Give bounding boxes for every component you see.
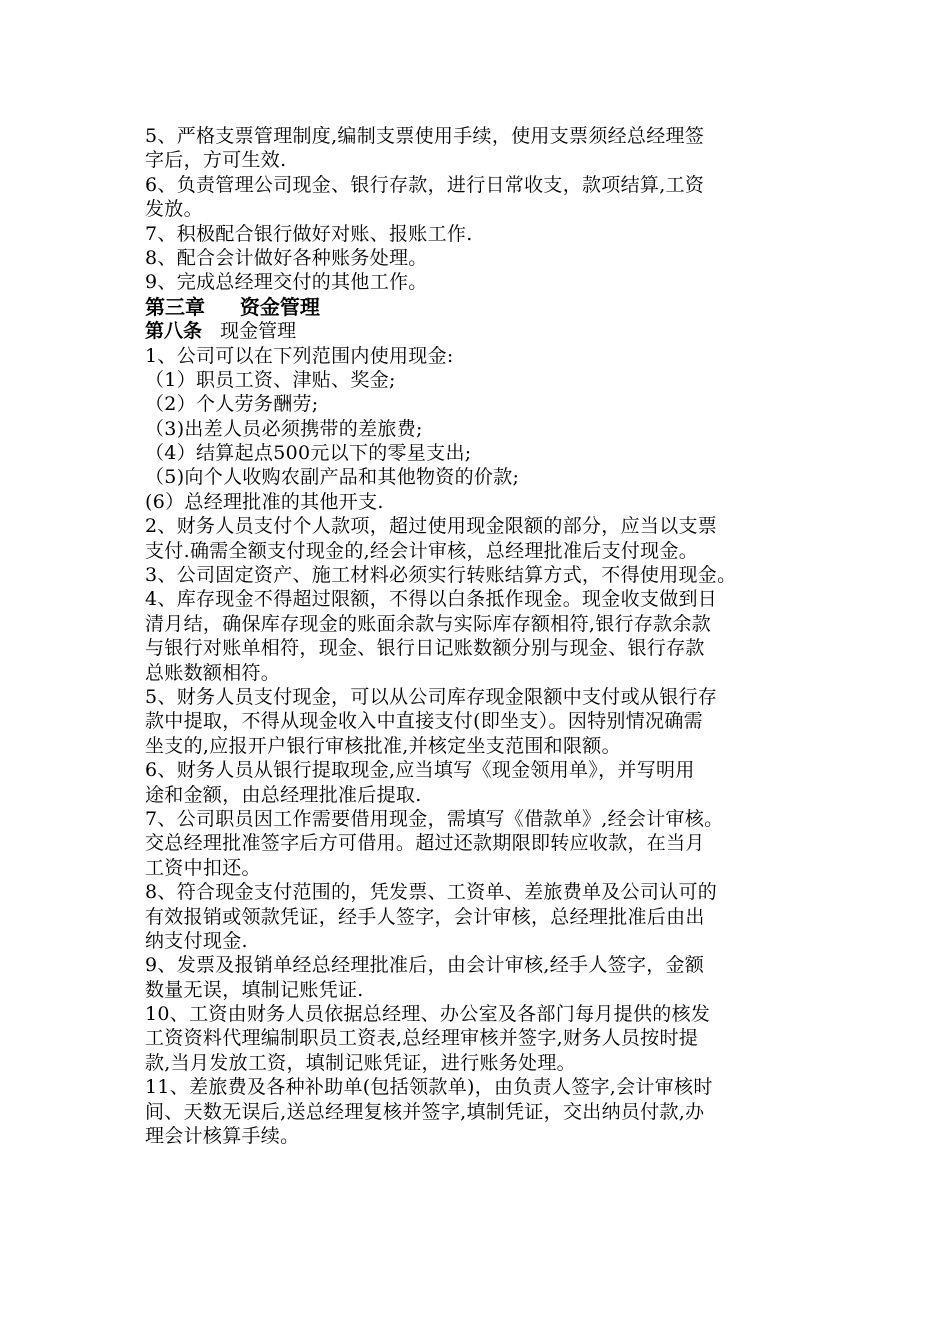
text-line: 与银行对账单相符，现金、银行日记账数额分别与现金、银行存款 bbox=[145, 637, 705, 660]
text-line: 工资资料代理编制职员工资表,总经理审核并签字,财务人员按时提 bbox=[145, 1027, 699, 1050]
text-line: 支付.确需全额支付现金的,经会计审核，总经理批准后支付现金。 bbox=[145, 539, 699, 562]
text-line: 11、差旅费及各种补助单(包括领款单)，由负责人签字,会计审核时 bbox=[145, 1076, 713, 1099]
article-title: 现金管理 bbox=[220, 320, 297, 343]
text-line: (6）总经理批准的其他开支. bbox=[145, 490, 384, 513]
text-line: 5、严格支票管理制度,编制支票使用手续，使用支票须经总经理签 bbox=[145, 125, 705, 147]
text-line: 款,当月发放工资，填制记账凭证，进行账务处理。 bbox=[145, 1051, 576, 1074]
text-line: 总账数额相符。 bbox=[145, 661, 281, 684]
text-line: 交总经理批准签字后方可借用。超过还款期限即转应收款，在当月 bbox=[145, 832, 705, 855]
text-line: 9、发票及报销单经总经理批准后，由会计审核,经手人签字，金额 bbox=[145, 954, 705, 977]
text-line: 5、财务人员支付现金，可以从公司库存现金限额中支付或从银行存 bbox=[145, 685, 718, 708]
text-line: 10、工资由财务人员依据总经理、办公室及各部门每月提供的核发 bbox=[145, 1003, 711, 1026]
document-body bbox=[145, 124, 820, 1148]
text-line: 有效报销或领款凭证，经手人签字，会计审核，总经理批准后由出 bbox=[145, 905, 705, 928]
text-line: 数量无误，填制记账凭证. bbox=[145, 978, 364, 1001]
text-line: 7、积极配合银行做好对账、报账工作. bbox=[145, 222, 473, 245]
text-line: 理会计核算手续。 bbox=[145, 1125, 300, 1148]
chapter-number: 第三章 bbox=[145, 294, 205, 319]
article-number: 第八条 bbox=[145, 320, 203, 343]
text-line: 3、公司固定资产、施工材料必须实行转账结算方式，不得使用现金。 bbox=[145, 564, 737, 587]
text-line: 6、负责管理公司现金、银行存款，进行日常收支，款项结算,工资 bbox=[145, 173, 705, 196]
text-line: 款中提取，不得从现金收入中直接支付(即坐支）。因特别情况确需 bbox=[145, 710, 703, 733]
text-line: 纳支付现金. bbox=[145, 929, 248, 952]
text-line: 6、财务人员从银行提取现金,应当填写《现金领用单》，并写明用 bbox=[145, 759, 695, 782]
text-line: 发放。 bbox=[145, 198, 203, 221]
duties-list bbox=[145, 124, 820, 295]
chapter-title: 资金管理 bbox=[239, 294, 320, 319]
text-line: （1）职员工资、津贴、奖金; bbox=[145, 368, 396, 391]
text-line: 8、符合现金支付范围的，凭发票、工资单、差旅费单及公司认可的 bbox=[145, 881, 718, 904]
text-line: 7、公司职员因工作需要借用现金，需填写《借款单》,经会计审核。 bbox=[145, 807, 724, 830]
text-line: （5)向个人收购农副产品和其他物资的价款; bbox=[145, 466, 520, 489]
text-line: 2、财务人员支付个人款项，超过使用现金限额的部分，应当以支票 bbox=[145, 515, 718, 538]
chapter-heading bbox=[145, 295, 820, 319]
text-line: 工资中扣还。 bbox=[145, 856, 261, 879]
text-line: 8、配合会计做好各种账务处理。 bbox=[145, 246, 428, 269]
text-line: （3)出差人员必须携带的差旅费; bbox=[145, 417, 423, 440]
text-line: 1、公司可以在下列范围内使用现金: bbox=[145, 344, 454, 367]
text-line: 9、完成总经理交付的其他工作。 bbox=[145, 271, 428, 294]
article-body bbox=[145, 344, 820, 1149]
text-line: 4、库存现金不得超过限额，不得以白条抵作现金。现金收支做到日 bbox=[145, 588, 718, 611]
text-line: 坐支的,应报开户银行审核批准,并核定坐支范围和限额。 bbox=[145, 734, 621, 757]
text-line: 字后，方可生效. bbox=[145, 149, 287, 172]
text-line: （2）个人劳务酬劳; bbox=[145, 393, 319, 416]
article-heading bbox=[145, 319, 820, 343]
text-line: 间、天数无误后,送总经理复核并签字,填制凭证，交出纳员付款,办 bbox=[145, 1100, 705, 1123]
text-line: 途和金额，由总经理批准后提取. bbox=[145, 783, 422, 806]
text-line: （4）结算起点500元以下的零星支出; bbox=[145, 442, 472, 465]
text-line: 清月结，确保库存现金的账面余款与实际库存额相符,银行存款余款 bbox=[145, 612, 712, 635]
